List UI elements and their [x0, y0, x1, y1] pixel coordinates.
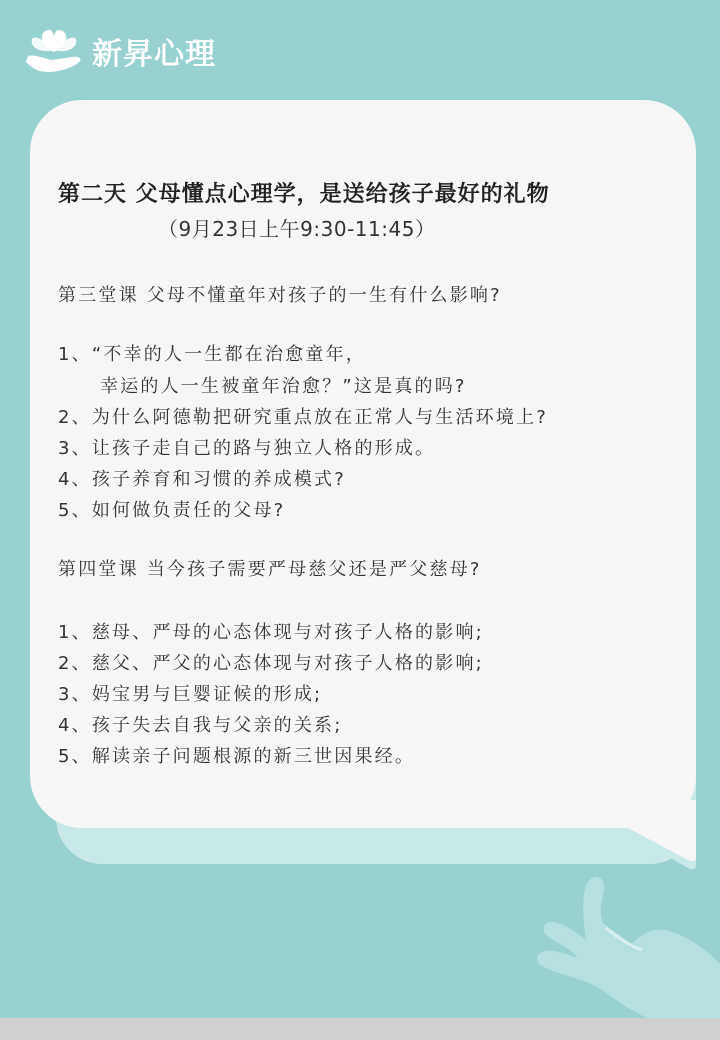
page-title: 第二天 父母懂点心理学，是送给孩子最好的礼物 — [58, 182, 550, 207]
hand-decoration-icon — [532, 872, 720, 1020]
list-item: 3、让孩子走自己的路与独立人格的形成。 — [58, 438, 436, 459]
list-item: 2、慈父、严父的心态体现与对孩子人格的影响; — [58, 653, 484, 674]
list-item: 1、“不幸的人一生都在治愈童年， — [58, 344, 366, 365]
lesson-heading: 第三堂课 父母不懂童年对孩子的一生有什么影响? — [58, 285, 502, 306]
list-item: 4、孩子失去自我与父亲的关系; — [58, 715, 343, 736]
list-item: 5、如何做负责任的父母? — [58, 500, 286, 521]
page-subtitle: （9月23日上午9:30-11:45） — [158, 217, 436, 241]
speech-bubble-tail — [560, 800, 700, 875]
lesson-heading: 第四堂课 当今孩子需要严母慈父还是严父慈母? — [58, 559, 482, 580]
brand-name: 新昇心理 — [92, 37, 216, 72]
brand-logo-icon — [22, 24, 86, 78]
list-item: 幸运的人一生被童年治愈？”这是真的吗? — [100, 376, 467, 397]
footer-bar — [0, 1018, 720, 1040]
list-item: 4、孩子养育和习惯的养成模式? — [58, 469, 347, 490]
list-item: 2、为什么阿德勒把研究重点放在正常人与生活环境上? — [58, 407, 549, 428]
brand — [22, 24, 216, 78]
list-item: 1、慈母、严母的心态体现与对孩子人格的影响; — [58, 622, 484, 643]
list-item: 3、妈宝男与巨婴证候的形成; — [58, 684, 323, 705]
list-item: 5、解读亲子问题根源的新三世因果经。 — [58, 746, 416, 767]
